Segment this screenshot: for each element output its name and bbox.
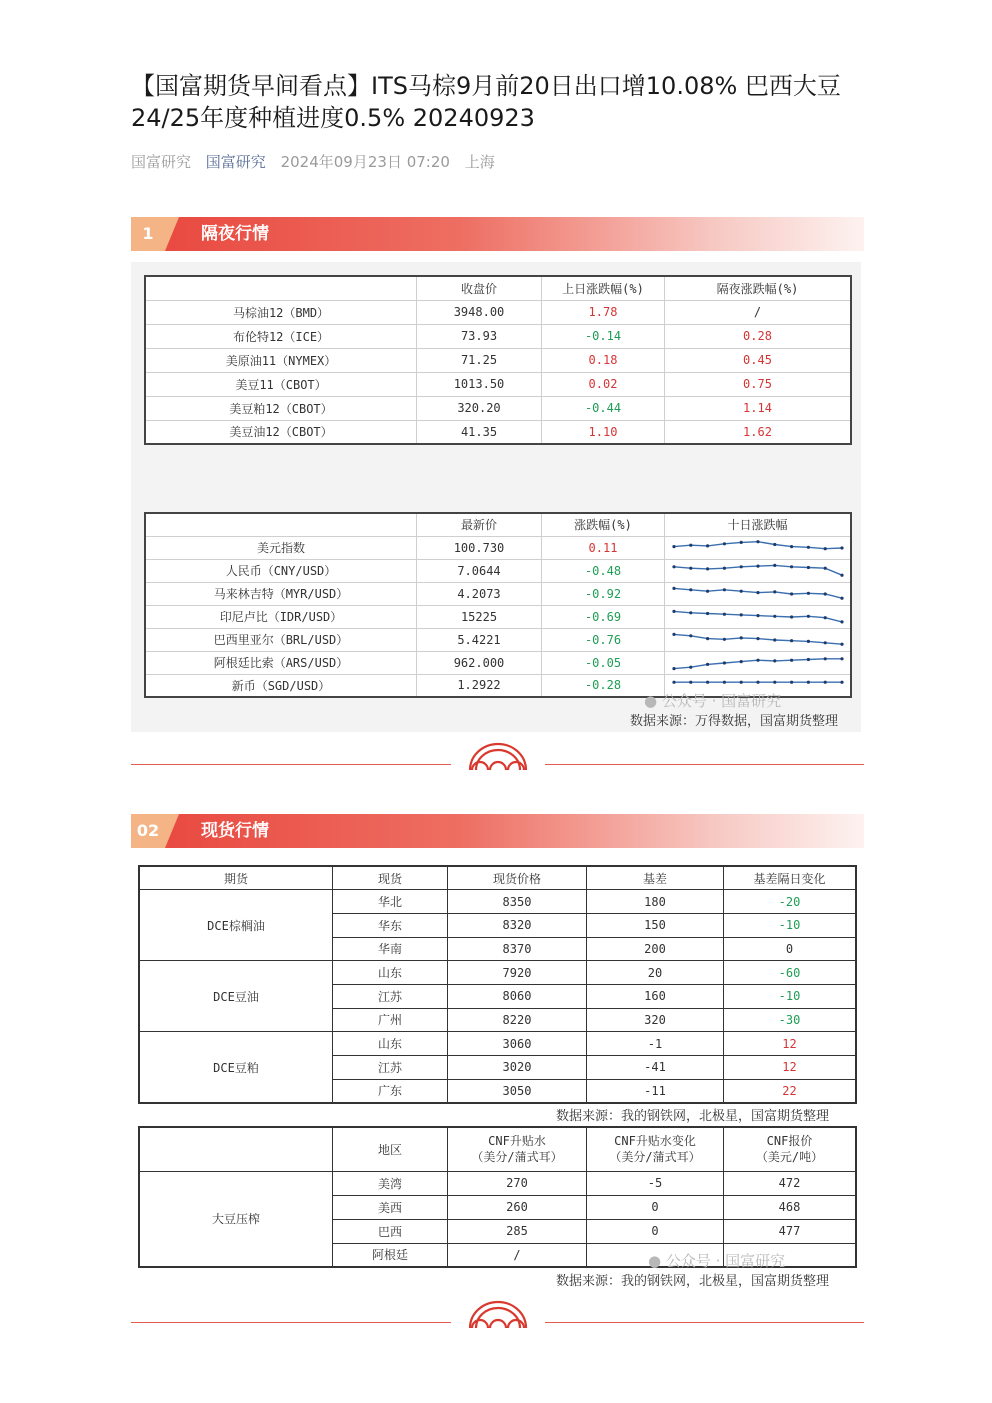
sparkline-point	[806, 565, 809, 568]
table-row	[145, 628, 851, 651]
table-row	[145, 536, 851, 559]
close-price: 320.20	[417, 396, 542, 420]
currency-name: 马来林吉特（MYR/USD）	[145, 582, 417, 605]
sparkline-point	[773, 590, 776, 593]
sparkline-point	[840, 642, 843, 645]
header-cell: 最新价	[417, 513, 542, 536]
day-change: 0.18	[542, 348, 665, 372]
night-change: 1.62	[665, 420, 852, 444]
basis: 200	[587, 937, 724, 961]
crush-label: 大豆压榨	[139, 1171, 333, 1267]
section-header-overnight	[131, 217, 864, 251]
price-change: -0.76	[542, 628, 665, 651]
sparkline-point	[706, 567, 709, 570]
header-cell: 收盘价	[417, 276, 542, 300]
cnf-price: 468	[724, 1195, 857, 1219]
watermark	[648, 1250, 785, 1271]
sparkline-point	[739, 660, 742, 663]
sparkline-point	[773, 638, 776, 641]
latest-price: 4.2073	[417, 582, 542, 605]
table-row	[139, 890, 856, 914]
sparkline-point	[806, 591, 809, 594]
sparkline-point	[739, 613, 742, 616]
spot-region: 江苏	[333, 984, 448, 1008]
sparkline-point	[790, 658, 793, 661]
sparkline-point	[840, 657, 843, 660]
sparkline-point	[672, 545, 675, 548]
sparkline-point	[722, 681, 725, 684]
sparkline-point	[722, 566, 725, 569]
night-change: /	[665, 300, 852, 324]
cnf-premium: 270	[448, 1171, 587, 1195]
sparkline-point	[823, 592, 826, 595]
sparkline-point	[823, 566, 826, 569]
currency-name: 印尼卢比（IDR/USD）	[145, 605, 417, 628]
header-cell: 基差隔日变化	[724, 866, 857, 890]
price-change: -0.05	[542, 651, 665, 674]
sparkline-point	[706, 589, 709, 592]
price-change: -0.69	[542, 605, 665, 628]
night-change: 0.28	[665, 324, 852, 348]
cnf-premium-change: 0	[587, 1219, 724, 1243]
table-row	[145, 605, 851, 628]
spot-region: 华东	[333, 913, 448, 937]
ten-day-sparkline-cell	[665, 536, 852, 559]
watermark-text: 公众号 · 国富研究	[665, 1252, 786, 1270]
basis: -11	[587, 1079, 724, 1103]
section-header-divider	[165, 217, 179, 251]
origin-region: 美西	[333, 1195, 448, 1219]
sparkline-point	[840, 681, 843, 684]
sparkline-point	[739, 681, 742, 684]
sparkline-point	[722, 612, 725, 615]
sparkline-point	[689, 611, 692, 614]
basis-change: -20	[724, 890, 857, 914]
sparkline-point	[672, 681, 675, 684]
basis-change: 12	[724, 1056, 857, 1080]
spot-price: 8320	[448, 913, 587, 937]
header-cell: 基差	[587, 866, 724, 890]
night-change: 0.45	[665, 348, 852, 372]
sparkline-point	[806, 545, 809, 548]
futures-contract: DCE豆油	[139, 961, 333, 1032]
sparkline-point	[823, 616, 826, 619]
day-change: -0.44	[542, 396, 665, 420]
fx-table	[144, 512, 852, 698]
basis: -41	[587, 1056, 724, 1080]
sparkline-point	[790, 639, 793, 642]
sparkline-point	[790, 615, 793, 618]
header-cell: 现货价格	[448, 866, 587, 890]
table-header-row	[139, 1127, 856, 1171]
basis-change: 12	[724, 1032, 857, 1056]
watermark-text: 公众号 · 国富研究	[661, 692, 782, 710]
instrument-name: 美豆油12（CBOT）	[145, 420, 417, 444]
sparkline-point	[706, 637, 709, 640]
sparkline-point	[722, 542, 725, 545]
instrument-name: 美豆11（CBOT）	[145, 372, 417, 396]
header-cell	[145, 276, 417, 300]
ten-day-sparkline	[670, 561, 846, 581]
latest-price: 7.0644	[417, 559, 542, 582]
sparkline-point	[756, 540, 759, 543]
sparkline-point	[689, 634, 692, 637]
latest-price: 962.000	[417, 651, 542, 674]
publish-time: 2024年09月23日 07:20	[280, 153, 450, 171]
night-change: 0.75	[665, 372, 852, 396]
divider-line	[545, 1322, 864, 1323]
header-cell: 隔夜涨跌幅(%)	[665, 276, 852, 300]
divider-line	[131, 1322, 451, 1323]
table-row	[145, 348, 851, 372]
spot-region: 华北	[333, 890, 448, 914]
close-price: 1013.50	[417, 372, 542, 396]
day-change: 1.10	[542, 420, 665, 444]
sparkline-point	[672, 632, 675, 635]
sparkline-point	[773, 563, 776, 566]
spot-region: 华南	[333, 937, 448, 961]
sparkline-point	[739, 589, 742, 592]
table-header-row	[145, 513, 851, 536]
section-title: 隔夜行情	[201, 224, 269, 244]
sparkline-point	[823, 681, 826, 684]
section-number: 1	[131, 217, 165, 251]
table-row	[145, 396, 851, 420]
section-header-divider	[165, 814, 179, 848]
cloud-ornament-icon	[468, 742, 528, 772]
sparkline-point	[739, 540, 742, 543]
instrument-name: 美豆粕12（CBOT）	[145, 396, 417, 420]
sparkline-point	[773, 542, 776, 545]
latest-price: 15225	[417, 605, 542, 628]
ten-day-sparkline-cell	[665, 651, 852, 674]
day-change: -0.14	[542, 324, 665, 348]
crush-source-note: 数据来源：我的钢铁网，北极星，国富期货整理	[556, 1274, 830, 1289]
divider-line	[545, 764, 864, 765]
price-change: -0.48	[542, 559, 665, 582]
cnf-premium: 285	[448, 1219, 587, 1243]
table-header-row	[139, 866, 856, 890]
wechat-icon: ●	[644, 692, 658, 710]
basis: 20	[587, 961, 724, 985]
futures-table	[144, 275, 852, 445]
sparkline-point	[790, 545, 793, 548]
sparkline-point	[773, 659, 776, 662]
publish-location: 上海	[464, 153, 495, 171]
latest-price: 100.730	[417, 536, 542, 559]
spot-price: 3060	[448, 1032, 587, 1056]
latest-price: 5.4221	[417, 628, 542, 651]
close-price: 73.93	[417, 324, 542, 348]
basis-change: 0	[724, 937, 857, 961]
header-cell: CNF报价 （美元/吨）	[724, 1127, 857, 1171]
sparkline-point	[756, 637, 759, 640]
close-price: 41.35	[417, 420, 542, 444]
sparkline-point	[806, 639, 809, 642]
day-change: 1.78	[542, 300, 665, 324]
sparkline-point	[840, 546, 843, 549]
instrument-name: 布伦特12（ICE）	[145, 324, 417, 348]
spot-region: 山东	[333, 1032, 448, 1056]
close-price: 71.25	[417, 348, 542, 372]
author-name: 国富研究	[131, 153, 192, 171]
spot-price: 3020	[448, 1056, 587, 1080]
table-row	[139, 961, 856, 985]
fx-source-note: 数据来源：万得数据，国富期货整理	[630, 714, 839, 729]
futures-contract: DCE豆粕	[139, 1032, 333, 1103]
sparkline-point	[840, 620, 843, 623]
sparkline-point	[706, 662, 709, 665]
table-row	[139, 1032, 856, 1056]
section-header-spot	[131, 814, 864, 848]
sparkline-point	[689, 588, 692, 591]
article-meta	[131, 151, 505, 172]
sparkline-point	[823, 641, 826, 644]
header-cell: CNF升贴水 （美分/蒲式耳）	[448, 1127, 587, 1171]
sparkline-point	[840, 573, 843, 576]
night-change: 1.14	[665, 396, 852, 420]
ten-day-sparkline	[670, 630, 846, 650]
sparkline-point	[672, 565, 675, 568]
cnf-premium: 260	[448, 1195, 587, 1219]
sparkline-point	[806, 614, 809, 617]
sparkline-point	[790, 681, 793, 684]
spot-region: 广东	[333, 1079, 448, 1103]
sparkline-point	[756, 614, 759, 617]
spot-price: 7920	[448, 961, 587, 985]
currency-name: 新币（SGD/USD）	[145, 674, 417, 697]
spot-price: 8220	[448, 1008, 587, 1032]
sparkline-point	[840, 596, 843, 599]
instrument-name: 马棕油12（BMD）	[145, 300, 417, 324]
table-row	[145, 420, 851, 444]
ten-day-sparkline-cell	[665, 605, 852, 628]
table-row	[145, 582, 851, 605]
table-row	[145, 300, 851, 324]
spot-region: 广州	[333, 1008, 448, 1032]
watermark	[644, 690, 781, 711]
sparkline-point	[790, 565, 793, 568]
ten-day-sparkline-cell	[665, 559, 852, 582]
cnf-price: 477	[724, 1219, 857, 1243]
instrument-name: 美原油11（NYMEX）	[145, 348, 417, 372]
cnf-premium-change: 0	[587, 1195, 724, 1219]
ten-day-sparkline	[670, 653, 846, 673]
basis-change: 22	[724, 1079, 857, 1103]
basis: 320	[587, 1008, 724, 1032]
ten-day-sparkline	[670, 584, 846, 604]
price-change: -0.92	[542, 582, 665, 605]
sparkline-point	[773, 681, 776, 684]
sparkline-point	[689, 665, 692, 668]
currency-name: 巴西里亚尔（BRL/USD）	[145, 628, 417, 651]
spot-price: 8060	[448, 984, 587, 1008]
spot-source-note: 数据来源：我的钢铁网，北极星，国富期货整理	[556, 1109, 830, 1124]
header-cell: 地区	[333, 1127, 448, 1171]
table-row	[139, 1171, 856, 1195]
price-change: -0.28	[542, 674, 665, 697]
spot-region: 江苏	[333, 1056, 448, 1080]
basis-change: -10	[724, 913, 857, 937]
close-price: 3948.00	[417, 300, 542, 324]
ten-day-sparkline	[670, 538, 846, 558]
sparkline-point	[722, 588, 725, 591]
basis-change: -30	[724, 1008, 857, 1032]
sparkline-point	[790, 592, 793, 595]
table-row	[145, 651, 851, 674]
table-row	[145, 559, 851, 582]
sparkline-point	[672, 586, 675, 589]
wechat-icon: ●	[648, 1252, 662, 1270]
basis: 160	[587, 984, 724, 1008]
header-cell: 十日涨跌幅	[665, 513, 852, 536]
sparkline-point	[756, 564, 759, 567]
header-cell: 现货	[333, 866, 448, 890]
sparkline-point	[806, 681, 809, 684]
origin-region: 阿根廷	[333, 1243, 448, 1267]
sparkline-point	[756, 681, 759, 684]
spot-price: 8370	[448, 937, 587, 961]
sparkline-point	[689, 543, 692, 546]
sparkline-point	[672, 667, 675, 670]
basis: -1	[587, 1032, 724, 1056]
basis-change: -60	[724, 961, 857, 985]
sparkline-point	[706, 611, 709, 614]
cnf-premium: /	[448, 1243, 587, 1267]
price-change: 0.11	[542, 536, 665, 559]
sparkline-point	[756, 591, 759, 594]
cloud-ornament-icon	[468, 1300, 528, 1330]
header-cell: CNF升贴水变化 （美分/蒲式耳）	[587, 1127, 724, 1171]
crush-table	[138, 1126, 857, 1268]
currency-name: 阿根廷比索（ARS/USD）	[145, 651, 417, 674]
futures-contract: DCE棕榈油	[139, 890, 333, 961]
currency-name: 美元指数	[145, 536, 417, 559]
spot-price: 8350	[448, 890, 587, 914]
sparkline-point	[706, 544, 709, 547]
origin-region: 巴西	[333, 1219, 448, 1243]
cnf-premium-change: -5	[587, 1171, 724, 1195]
sparkline-point	[672, 609, 675, 612]
sparkline-point	[806, 657, 809, 660]
origin-region: 美湾	[333, 1171, 448, 1195]
basis: 150	[587, 913, 724, 937]
sparkline-point	[739, 636, 742, 639]
sparkline-point	[689, 681, 692, 684]
divider-line	[131, 764, 451, 765]
sparkline-point	[722, 661, 725, 664]
header-cell: 涨跌幅(%)	[542, 513, 665, 536]
ten-day-sparkline	[670, 607, 846, 627]
sparkline-point	[722, 637, 725, 640]
header-cell: 上日涨跌幅(%)	[542, 276, 665, 300]
spot-table	[138, 865, 857, 1104]
sparkline-point	[823, 547, 826, 550]
currency-name: 人民币（CNY/USD）	[145, 559, 417, 582]
header-cell: 期货	[139, 866, 333, 890]
basis-change: -10	[724, 984, 857, 1008]
section-number: 02	[131, 814, 165, 848]
ten-day-sparkline-cell	[665, 628, 852, 651]
ten-day-sparkline-cell	[665, 582, 852, 605]
account-link[interactable]: 国富研究	[205, 153, 266, 171]
sparkline-point	[773, 614, 776, 617]
sparkline-point	[739, 565, 742, 568]
basis: 180	[587, 890, 724, 914]
day-change: 0.02	[542, 372, 665, 396]
sparkline-point	[689, 566, 692, 569]
table-row	[145, 324, 851, 348]
header-cell	[145, 513, 417, 536]
article-title: 【国富期货早间看点】ITS马棕9月前20日出口增10.08% 巴西大豆24/25年度种植进度0.5% 20240923	[131, 72, 841, 132]
latest-price: 1.2922	[417, 674, 542, 697]
spot-region: 山东	[333, 961, 448, 985]
table-row	[145, 372, 851, 396]
spot-price: 3050	[448, 1079, 587, 1103]
sparkline-point	[756, 658, 759, 661]
section-title: 现货行情	[201, 821, 269, 841]
header-cell	[139, 1127, 333, 1171]
sparkline-point	[706, 681, 709, 684]
table-header-row	[145, 276, 851, 300]
cnf-price: 472	[724, 1171, 857, 1195]
sparkline-point	[823, 657, 826, 660]
